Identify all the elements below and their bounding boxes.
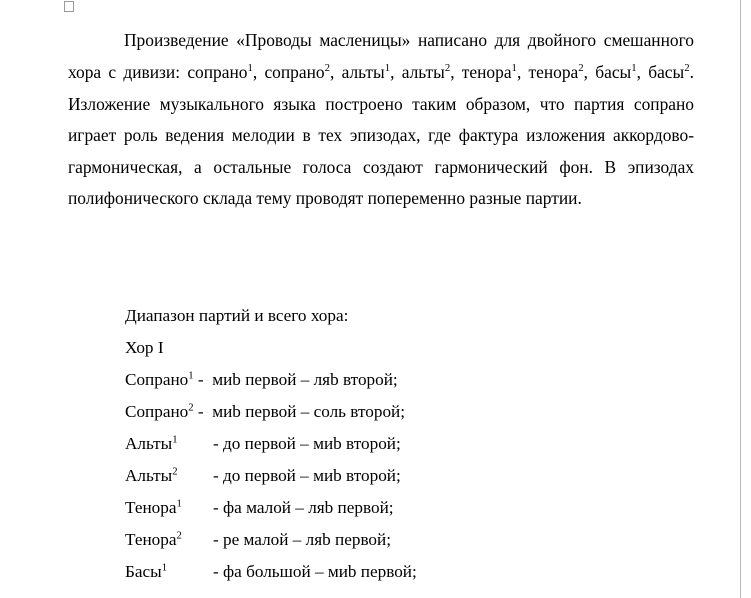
- vocal-ranges-block: [125, 300, 625, 588]
- superscript-marker: 2: [176, 530, 182, 542]
- part-label: Тенора$^1$: [125, 498, 182, 517]
- superscript-marker: 1: [384, 62, 391, 75]
- range-value: ре малой – ляb первой;: [223, 530, 392, 549]
- superscript-marker: 1: [188, 370, 194, 382]
- superscript-marker: 2: [444, 62, 451, 75]
- superscript-marker: 2: [324, 62, 330, 75]
- superscript-marker: 2: [578, 62, 584, 75]
- range-value: до первой – миb второй;: [223, 466, 401, 485]
- part-label: Альты$^1$: [125, 434, 178, 453]
- range-row: [125, 556, 625, 588]
- range-separator: -: [213, 498, 224, 517]
- range-value: до первой – миb второй;: [223, 434, 401, 453]
- range-value: фа малой – ляb первой;: [223, 498, 394, 517]
- range-row: [125, 428, 625, 460]
- part-label: Тенора$^2$: [125, 530, 182, 549]
- superscript-marker: 1: [161, 562, 168, 574]
- part-label: Басы$^1$: [125, 562, 168, 581]
- range-separator: -: [213, 466, 224, 485]
- part-label: Альты$^2$: [125, 466, 178, 485]
- superscript-marker: 2: [188, 402, 194, 414]
- range-row: [125, 524, 625, 556]
- range-row: [125, 364, 625, 396]
- range-separator: -: [213, 562, 224, 581]
- superscript-marker: 1: [176, 498, 182, 510]
- range-separator: -: [213, 434, 224, 453]
- range-row: [125, 460, 625, 492]
- page-edge-rule: [740, 0, 741, 598]
- range-value: миb первой – ляb второй;: [212, 370, 398, 389]
- object-anchor-icon: [64, 1, 74, 12]
- range-value: фа большой – миb первой;: [223, 562, 417, 581]
- range-row-list: [125, 364, 625, 588]
- part-label: Сопрано$^2$: [125, 402, 194, 421]
- range-separator: -: [213, 530, 224, 549]
- range-row: [125, 492, 625, 524]
- superscript-marker: 1: [247, 62, 253, 75]
- superscript-marker: 2: [684, 62, 690, 75]
- range-separator: -: [193, 370, 213, 389]
- part-label: Сопрано$^1$: [125, 370, 194, 389]
- superscript-marker: 1: [631, 62, 637, 75]
- ranges-heading: Диапазон партий и всего хора:: [125, 306, 349, 325]
- body-paragraph: Произведение «Проводы масленицы» написано для двойного смешанного хора с дивизи: сопрано$^1$, сопрано$^2$, альты$^1$, альты$^2$, тенора$^1$, тенора$^2$, басы$^1$, басы$^2$. Изложение музыкального языка построено таким образом, что партия сопрано играет роль ведения мелодии в тех эпизодах, где фактура изложения аккордово-гармоническая, а остальные голоса создают гармонический фон. В эпизодах полифонического склада тему проводят попеременно разные партии.: [68, 30, 694, 209]
- range-separator: -: [193, 402, 213, 421]
- choir-label: Хор I: [125, 338, 164, 357]
- range-row: [125, 396, 625, 428]
- superscript-marker: 2: [172, 466, 178, 478]
- superscript-marker: 1: [511, 62, 517, 75]
- range-value: миb первой – соль второй;: [212, 402, 406, 421]
- superscript-marker: 1: [172, 434, 178, 446]
